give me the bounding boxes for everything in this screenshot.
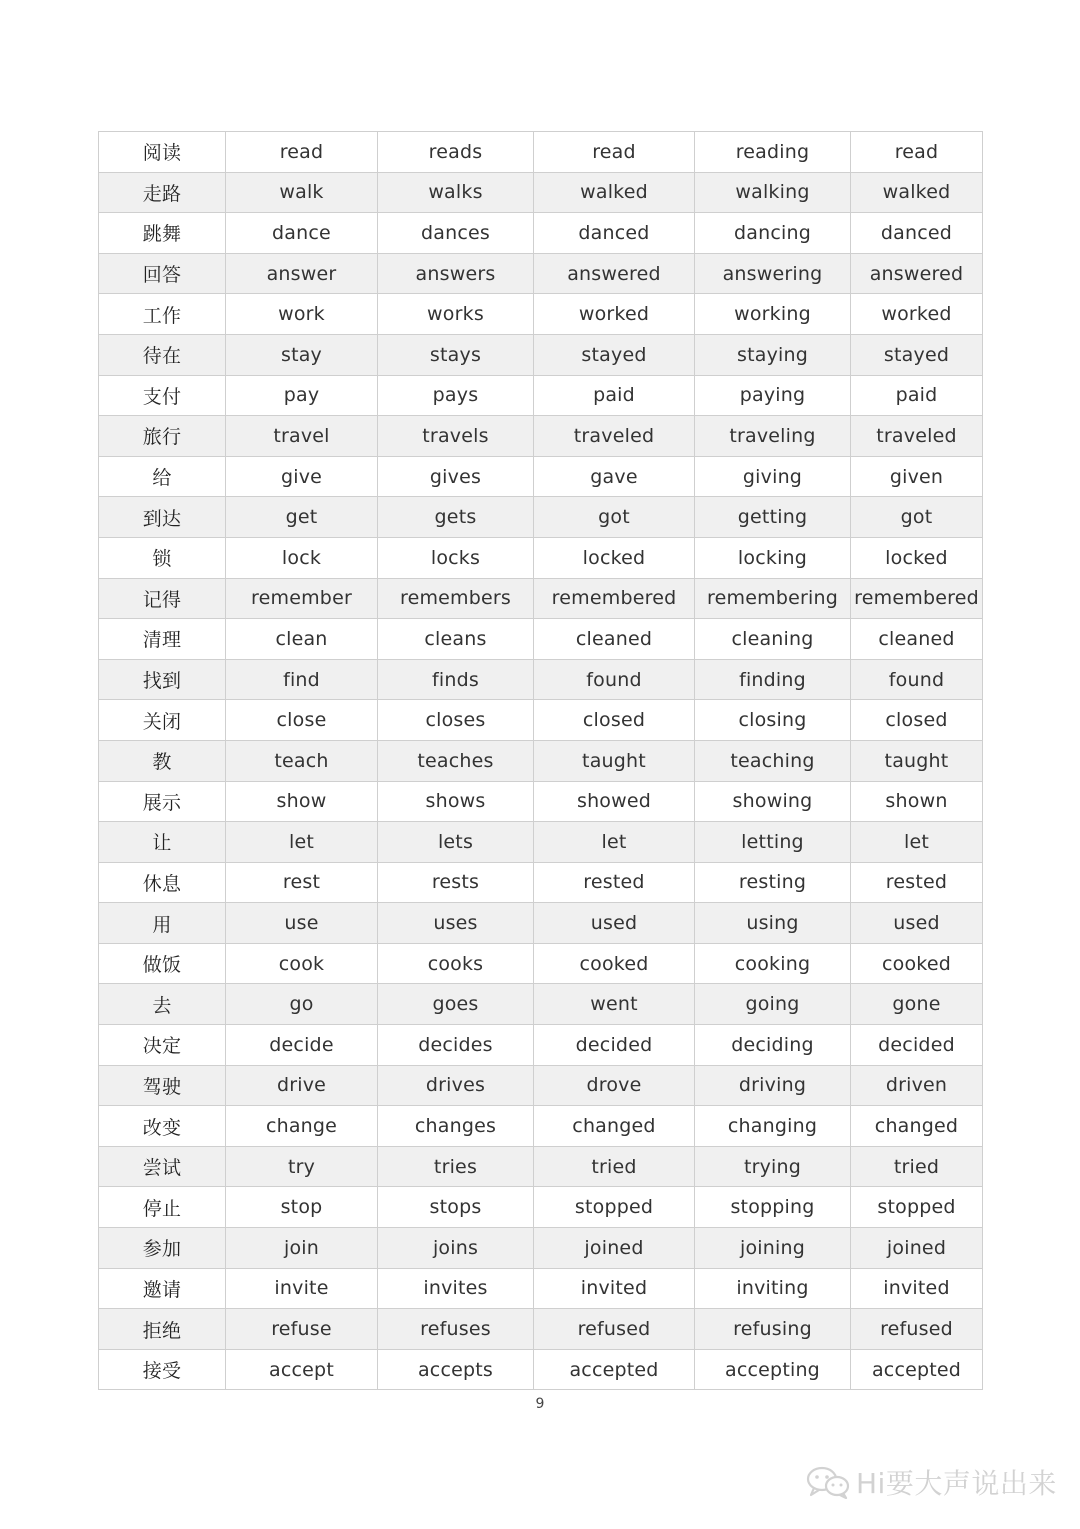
chinese-meaning-cell: 找到	[99, 659, 226, 700]
table-row	[99, 1309, 983, 1350]
base-form-cell: travel	[226, 416, 378, 457]
table-row	[99, 862, 983, 903]
base-form-cell: pay	[226, 375, 378, 416]
past-participle-cell: refused	[851, 1309, 983, 1350]
table-row	[99, 619, 983, 660]
base-form-cell: answer	[226, 253, 378, 294]
third-person-form-cell: uses	[378, 903, 534, 944]
past-participle-cell: tried	[851, 1146, 983, 1187]
past-participle-cell: cleaned	[851, 619, 983, 660]
past-participle-cell: shown	[851, 781, 983, 822]
past-form-cell: traveled	[534, 416, 695, 457]
past-form-cell: cleaned	[534, 619, 695, 660]
past-form-cell: decided	[534, 1025, 695, 1066]
chinese-meaning-cell: 阅读	[99, 132, 226, 173]
third-person-form-cell: locks	[378, 537, 534, 578]
table-row	[99, 172, 983, 213]
past-form-cell: worked	[534, 294, 695, 335]
past-participle-cell: gone	[851, 984, 983, 1025]
table-row	[99, 213, 983, 254]
present-participle-cell: working	[695, 294, 851, 335]
table-row	[99, 132, 983, 173]
table-row	[99, 822, 983, 863]
chinese-meaning-cell: 旅行	[99, 416, 226, 457]
table-row	[99, 456, 983, 497]
table-row	[99, 984, 983, 1025]
base-form-cell: dance	[226, 213, 378, 254]
table-row	[99, 1187, 983, 1228]
present-participle-cell: driving	[695, 1065, 851, 1106]
past-form-cell: changed	[534, 1106, 695, 1147]
past-participle-cell: stayed	[851, 334, 983, 375]
chinese-meaning-cell: 给	[99, 456, 226, 497]
present-participle-cell: joining	[695, 1228, 851, 1269]
chinese-meaning-cell: 工作	[99, 294, 226, 335]
past-form-cell: stopped	[534, 1187, 695, 1228]
chinese-meaning-cell: 改变	[99, 1106, 226, 1147]
past-form-cell: gave	[534, 456, 695, 497]
present-participle-cell: traveling	[695, 416, 851, 457]
present-participle-cell: locking	[695, 537, 851, 578]
past-form-cell: cooked	[534, 943, 695, 984]
present-participle-cell: accepting	[695, 1349, 851, 1390]
verb-forms-body	[99, 132, 983, 1390]
past-participle-cell: closed	[851, 700, 983, 741]
past-participle-cell: joined	[851, 1228, 983, 1269]
present-participle-cell: deciding	[695, 1025, 851, 1066]
chinese-meaning-cell: 决定	[99, 1025, 226, 1066]
base-form-cell: let	[226, 822, 378, 863]
base-form-cell: show	[226, 781, 378, 822]
chinese-meaning-cell: 教	[99, 740, 226, 781]
chinese-meaning-cell: 清理	[99, 619, 226, 660]
past-form-cell: taught	[534, 740, 695, 781]
present-participle-cell: using	[695, 903, 851, 944]
verb-forms-table	[98, 131, 983, 1390]
chinese-meaning-cell: 支付	[99, 375, 226, 416]
table-row	[99, 497, 983, 538]
past-form-cell: let	[534, 822, 695, 863]
present-participle-cell: going	[695, 984, 851, 1025]
chinese-meaning-cell: 驾驶	[99, 1065, 226, 1106]
past-form-cell: drove	[534, 1065, 695, 1106]
chinese-meaning-cell: 到达	[99, 497, 226, 538]
third-person-form-cell: pays	[378, 375, 534, 416]
chinese-meaning-cell: 邀请	[99, 1268, 226, 1309]
past-participle-cell: changed	[851, 1106, 983, 1147]
chinese-meaning-cell: 待在	[99, 334, 226, 375]
third-person-form-cell: dances	[378, 213, 534, 254]
third-person-form-cell: remembers	[378, 578, 534, 619]
base-form-cell: refuse	[226, 1309, 378, 1350]
base-form-cell: decide	[226, 1025, 378, 1066]
chinese-meaning-cell: 接受	[99, 1349, 226, 1390]
table-row	[99, 1146, 983, 1187]
table-row	[99, 740, 983, 781]
page-number: 9	[535, 1396, 545, 1412]
wechat-icon	[806, 1465, 850, 1499]
past-participle-cell: remembered	[851, 578, 983, 619]
present-participle-cell: closing	[695, 700, 851, 741]
past-participle-cell: rested	[851, 862, 983, 903]
past-form-cell: refused	[534, 1309, 695, 1350]
present-participle-cell: trying	[695, 1146, 851, 1187]
chinese-meaning-cell: 参加	[99, 1228, 226, 1269]
chinese-meaning-cell: 休息	[99, 862, 226, 903]
third-person-form-cell: closes	[378, 700, 534, 741]
present-participle-cell: refusing	[695, 1309, 851, 1350]
chinese-meaning-cell: 拒绝	[99, 1309, 226, 1350]
present-participle-cell: changing	[695, 1106, 851, 1147]
present-participle-cell: cleaning	[695, 619, 851, 660]
base-form-cell: find	[226, 659, 378, 700]
base-form-cell: invite	[226, 1268, 378, 1309]
past-participle-cell: locked	[851, 537, 983, 578]
base-form-cell: drive	[226, 1065, 378, 1106]
base-form-cell: remember	[226, 578, 378, 619]
past-form-cell: accepted	[534, 1349, 695, 1390]
present-participle-cell: walking	[695, 172, 851, 213]
chinese-meaning-cell: 跳舞	[99, 213, 226, 254]
third-person-form-cell: gives	[378, 456, 534, 497]
watermark-text: Hi要大声说出来	[856, 1467, 1057, 1500]
past-participle-cell: driven	[851, 1065, 983, 1106]
table-row	[99, 1228, 983, 1269]
table-row	[99, 1349, 983, 1390]
chinese-meaning-cell: 让	[99, 822, 226, 863]
table-row	[99, 537, 983, 578]
third-person-form-cell: stops	[378, 1187, 534, 1228]
third-person-form-cell: tries	[378, 1146, 534, 1187]
past-participle-cell: let	[851, 822, 983, 863]
base-form-cell: change	[226, 1106, 378, 1147]
third-person-form-cell: rests	[378, 862, 534, 903]
past-form-cell: danced	[534, 213, 695, 254]
base-form-cell: accept	[226, 1349, 378, 1390]
base-form-cell: go	[226, 984, 378, 1025]
past-participle-cell: invited	[851, 1268, 983, 1309]
base-form-cell: close	[226, 700, 378, 741]
chinese-meaning-cell: 走路	[99, 172, 226, 213]
third-person-form-cell: goes	[378, 984, 534, 1025]
base-form-cell: rest	[226, 862, 378, 903]
chinese-meaning-cell: 回答	[99, 253, 226, 294]
past-participle-cell: accepted	[851, 1349, 983, 1390]
present-participle-cell: stopping	[695, 1187, 851, 1228]
present-participle-cell: teaching	[695, 740, 851, 781]
past-form-cell: showed	[534, 781, 695, 822]
third-person-form-cell: lets	[378, 822, 534, 863]
past-form-cell: joined	[534, 1228, 695, 1269]
past-form-cell: read	[534, 132, 695, 173]
past-participle-cell: taught	[851, 740, 983, 781]
third-person-form-cell: cleans	[378, 619, 534, 660]
table-row	[99, 416, 983, 457]
third-person-form-cell: travels	[378, 416, 534, 457]
third-person-form-cell: shows	[378, 781, 534, 822]
base-form-cell: get	[226, 497, 378, 538]
past-form-cell: closed	[534, 700, 695, 741]
present-participle-cell: resting	[695, 862, 851, 903]
past-participle-cell: traveled	[851, 416, 983, 457]
base-form-cell: clean	[226, 619, 378, 660]
past-form-cell: went	[534, 984, 695, 1025]
table-row	[99, 253, 983, 294]
third-person-form-cell: drives	[378, 1065, 534, 1106]
base-form-cell: walk	[226, 172, 378, 213]
past-form-cell: got	[534, 497, 695, 538]
table-row	[99, 1268, 983, 1309]
chinese-meaning-cell: 关闭	[99, 700, 226, 741]
past-form-cell: used	[534, 903, 695, 944]
base-form-cell: join	[226, 1228, 378, 1269]
table-row	[99, 700, 983, 741]
past-form-cell: found	[534, 659, 695, 700]
table-row	[99, 375, 983, 416]
base-form-cell: lock	[226, 537, 378, 578]
table-row	[99, 1106, 983, 1147]
chinese-meaning-cell: 尝试	[99, 1146, 226, 1187]
chinese-meaning-cell: 记得	[99, 578, 226, 619]
chinese-meaning-cell: 停止	[99, 1187, 226, 1228]
base-form-cell: stay	[226, 334, 378, 375]
third-person-form-cell: reads	[378, 132, 534, 173]
past-form-cell: walked	[534, 172, 695, 213]
past-participle-cell: paid	[851, 375, 983, 416]
past-participle-cell: decided	[851, 1025, 983, 1066]
base-form-cell: give	[226, 456, 378, 497]
past-participle-cell: answered	[851, 253, 983, 294]
past-participle-cell: worked	[851, 294, 983, 335]
past-participle-cell: read	[851, 132, 983, 173]
past-form-cell: invited	[534, 1268, 695, 1309]
table-row	[99, 334, 983, 375]
base-form-cell: use	[226, 903, 378, 944]
present-participle-cell: remembering	[695, 578, 851, 619]
third-person-form-cell: changes	[378, 1106, 534, 1147]
past-participle-cell: given	[851, 456, 983, 497]
third-person-form-cell: finds	[378, 659, 534, 700]
present-participle-cell: answering	[695, 253, 851, 294]
present-participle-cell: letting	[695, 822, 851, 863]
past-participle-cell: got	[851, 497, 983, 538]
third-person-form-cell: joins	[378, 1228, 534, 1269]
past-participle-cell: used	[851, 903, 983, 944]
past-form-cell: stayed	[534, 334, 695, 375]
chinese-meaning-cell: 做饭	[99, 943, 226, 984]
past-participle-cell: danced	[851, 213, 983, 254]
present-participle-cell: giving	[695, 456, 851, 497]
table-row	[99, 781, 983, 822]
past-form-cell: tried	[534, 1146, 695, 1187]
table-row	[99, 903, 983, 944]
present-participle-cell: getting	[695, 497, 851, 538]
table-row	[99, 659, 983, 700]
present-participle-cell: dancing	[695, 213, 851, 254]
present-participle-cell: showing	[695, 781, 851, 822]
chinese-meaning-cell: 去	[99, 984, 226, 1025]
chinese-meaning-cell: 锁	[99, 537, 226, 578]
third-person-form-cell: gets	[378, 497, 534, 538]
third-person-form-cell: accepts	[378, 1349, 534, 1390]
past-participle-cell: cooked	[851, 943, 983, 984]
table-row	[99, 294, 983, 335]
watermark	[806, 1460, 1057, 1504]
present-participle-cell: reading	[695, 132, 851, 173]
past-form-cell: paid	[534, 375, 695, 416]
present-participle-cell: cooking	[695, 943, 851, 984]
chinese-meaning-cell: 用	[99, 903, 226, 944]
third-person-form-cell: stays	[378, 334, 534, 375]
base-form-cell: stop	[226, 1187, 378, 1228]
third-person-form-cell: works	[378, 294, 534, 335]
table-row	[99, 1025, 983, 1066]
chinese-meaning-cell: 展示	[99, 781, 226, 822]
past-form-cell: answered	[534, 253, 695, 294]
present-participle-cell: paying	[695, 375, 851, 416]
third-person-form-cell: teaches	[378, 740, 534, 781]
past-participle-cell: walked	[851, 172, 983, 213]
table-row	[99, 943, 983, 984]
third-person-form-cell: decides	[378, 1025, 534, 1066]
present-participle-cell: staying	[695, 334, 851, 375]
past-participle-cell: found	[851, 659, 983, 700]
table-row	[99, 1065, 983, 1106]
base-form-cell: cook	[226, 943, 378, 984]
third-person-form-cell: invites	[378, 1268, 534, 1309]
third-person-form-cell: cooks	[378, 943, 534, 984]
third-person-form-cell: refuses	[378, 1309, 534, 1350]
past-form-cell: remembered	[534, 578, 695, 619]
base-form-cell: read	[226, 132, 378, 173]
base-form-cell: work	[226, 294, 378, 335]
third-person-form-cell: walks	[378, 172, 534, 213]
base-form-cell: try	[226, 1146, 378, 1187]
present-participle-cell: inviting	[695, 1268, 851, 1309]
base-form-cell: teach	[226, 740, 378, 781]
past-form-cell: locked	[534, 537, 695, 578]
third-person-form-cell: answers	[378, 253, 534, 294]
past-participle-cell: stopped	[851, 1187, 983, 1228]
present-participle-cell: finding	[695, 659, 851, 700]
past-form-cell: rested	[534, 862, 695, 903]
table-row	[99, 578, 983, 619]
